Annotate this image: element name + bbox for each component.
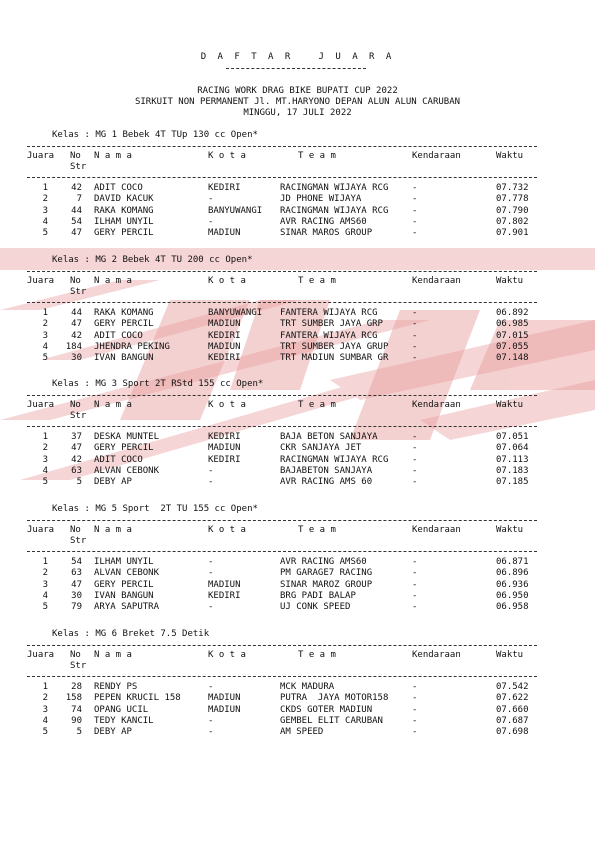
row-vehicle: -	[412, 454, 418, 465]
row-start-number: 7	[76, 194, 82, 205]
row-time: 06.950	[496, 590, 529, 601]
row-rider-name: GERY PERCIL	[94, 443, 154, 454]
row-city: -	[208, 477, 214, 488]
col-header-str: Str	[70, 162, 87, 172]
row-rider-name: ADIT COCO	[94, 454, 143, 465]
row-start-number: 47	[71, 579, 82, 590]
col-header-kota: K o t a	[208, 650, 246, 660]
col-header-nama: N a m a	[94, 525, 132, 535]
row-time: 07.113	[496, 454, 529, 465]
row-vehicle: -	[412, 228, 418, 239]
col-header-kendaraan: Kendaraan	[412, 650, 461, 660]
row-rider-name: GERY PERCIL	[94, 319, 154, 330]
row-city: MADIUN	[208, 443, 241, 454]
row-city: KEDIRI	[208, 330, 241, 341]
row-rank: 1	[42, 557, 48, 567]
row-start-number: 63	[71, 568, 82, 579]
row-team: MCK MADURA	[280, 682, 335, 692]
row-team: FANTERA WIJAYA RCG	[280, 330, 378, 341]
row-time: 06.958	[496, 602, 529, 613]
row-vehicle: -	[412, 216, 418, 227]
col-header-waktu: Waktu	[496, 650, 524, 660]
row-vehicle: -	[412, 341, 418, 352]
row-city: -	[208, 216, 214, 227]
row-rank: 2	[42, 693, 48, 704]
row-time: 07.698	[496, 727, 529, 738]
row-time: 07.778	[496, 194, 529, 205]
row-vehicle: -	[412, 693, 418, 704]
row-city: MADIUN	[208, 704, 241, 715]
row-vehicle: -	[412, 443, 418, 454]
row-vehicle: -	[412, 319, 418, 330]
row-rank: 4	[42, 216, 48, 227]
row-team: FANTERA WIJAYA RCG	[280, 308, 378, 318]
row-time: 07.051	[496, 432, 529, 442]
event-date: MINGGU, 17 JULI 2022	[243, 108, 352, 118]
row-rider-name: DEBY AP	[94, 727, 132, 738]
row-vehicle: -	[412, 308, 418, 318]
col-header-nama: N a m a	[94, 400, 132, 410]
event-name: RACING WORK DRAG BIKE BUPATI CUP 2022	[197, 86, 398, 96]
row-vehicle: -	[412, 727, 418, 738]
row-vehicle: -	[412, 465, 418, 476]
row-start-number: 42	[71, 454, 82, 465]
col-header-no: No	[70, 151, 81, 161]
row-city: MADIUN	[208, 693, 241, 704]
row-team: AVR RACING AMS 60	[280, 477, 373, 488]
row-team: TRT MADIUN SUMBAR GR	[280, 353, 389, 364]
header-divider-bottom	[27, 676, 537, 677]
row-vehicle: -	[412, 194, 418, 205]
row-vehicle: -	[412, 432, 418, 442]
row-rider-name: ILHAM UNYIL	[94, 557, 154, 567]
row-city: MADIUN	[208, 341, 241, 352]
row-start-number: 79	[71, 602, 82, 613]
row-time: 07.064	[496, 443, 529, 454]
row-rider-name: RAKA KOMANG	[94, 205, 154, 216]
header-divider-bottom	[27, 177, 537, 178]
row-vehicle: -	[412, 330, 418, 341]
row-start-number: 44	[71, 205, 82, 216]
row-rank: 5	[42, 477, 48, 488]
row-rider-name: GERY PERCIL	[94, 228, 154, 239]
col-header-str: Str	[70, 536, 87, 546]
row-team: RACINGMAN WIJAYA RCG	[280, 183, 389, 193]
class-title: Kelas : MG 6 Breket 7.5 Detik	[52, 629, 210, 639]
row-vehicle: -	[412, 205, 418, 216]
row-rank: 3	[42, 579, 48, 590]
row-time: 06.936	[496, 579, 529, 590]
row-time: 07.148	[496, 353, 529, 364]
header-divider-bottom	[27, 302, 537, 303]
row-time: 07.660	[496, 704, 529, 715]
row-rider-name: ILHAM UNYIL	[94, 216, 154, 227]
row-rider-name: ADIT COCO	[94, 183, 143, 193]
title-underline	[226, 68, 366, 69]
row-rider-name: RENDY PS	[94, 682, 138, 692]
row-rider-name: DESKA MUNTEL	[94, 432, 160, 442]
row-start-number: 30	[71, 353, 82, 364]
row-time: 06.985	[496, 319, 529, 330]
row-rider-name: OPANG UCIL	[94, 704, 149, 715]
col-header-kota: K o t a	[208, 151, 246, 161]
row-rank: 1	[42, 432, 48, 442]
row-time: 07.183	[496, 465, 529, 476]
row-rider-name: DAVID KACUK	[94, 194, 154, 205]
col-header-str: Str	[70, 411, 87, 421]
row-time: 07.901	[496, 228, 529, 239]
row-time: 07.622	[496, 693, 529, 704]
header-divider-top	[27, 520, 537, 521]
col-header-str: Str	[70, 287, 87, 297]
row-rider-name: RAKA KOMANG	[94, 308, 154, 318]
row-rank: 5	[42, 727, 48, 738]
row-vehicle: -	[412, 715, 418, 726]
row-start-number: 44	[71, 308, 82, 318]
row-start-number: 5	[76, 477, 82, 488]
row-time: 07.790	[496, 205, 529, 216]
col-header-kota: K o t a	[208, 400, 246, 410]
row-rank: 2	[42, 568, 48, 579]
row-rank: 1	[42, 183, 48, 193]
row-team: PM GARAGE7 RACING	[280, 568, 373, 579]
row-start-number: 90	[71, 715, 82, 726]
row-city: KEDIRI	[208, 590, 241, 601]
row-time: 07.015	[496, 330, 529, 341]
col-header-kendaraan: Kendaraan	[412, 276, 461, 286]
row-time: 07.687	[496, 715, 529, 726]
row-team: AVR RACING AMS60	[280, 557, 367, 567]
row-team: PUTRA JAYA MOTOR158	[280, 693, 389, 704]
row-city: -	[208, 194, 214, 205]
row-vehicle: -	[412, 704, 418, 715]
row-city: KEDIRI	[208, 454, 241, 465]
row-team: SINAR MAROS GROUP	[280, 228, 373, 239]
row-vehicle: -	[412, 579, 418, 590]
col-header-no: No	[70, 400, 81, 410]
col-header-team: T e a m	[298, 650, 336, 660]
row-team: TRT SUMBER JAYA GRP	[280, 319, 383, 330]
col-header-kota: K o t a	[208, 525, 246, 535]
row-time: 07.732	[496, 183, 529, 193]
row-team: BAJA BETON SANJAYA	[280, 432, 378, 442]
row-team: AVR RACING AMS60	[280, 216, 367, 227]
row-rank: 4	[42, 590, 48, 601]
col-header-juara: Juara	[27, 525, 55, 535]
col-header-kota: K o t a	[208, 276, 246, 286]
row-time: 06.871	[496, 557, 529, 567]
row-start-number: 74	[71, 704, 82, 715]
row-rank: 3	[42, 330, 48, 341]
row-vehicle: -	[412, 590, 418, 601]
row-rank: 5	[42, 353, 48, 364]
col-header-team: T e a m	[298, 525, 336, 535]
row-start-number: 37	[71, 432, 82, 442]
row-team: JD PHONE WIJAYA	[280, 194, 362, 205]
col-header-waktu: Waktu	[496, 400, 524, 410]
row-rank: 1	[42, 308, 48, 318]
row-time: 06.896	[496, 568, 529, 579]
row-city: -	[208, 727, 214, 738]
row-city: BANYUWANGI	[208, 205, 263, 216]
row-team: BRG PADI BALAP	[280, 590, 356, 601]
col-header-str: Str	[70, 661, 87, 671]
row-city: -	[208, 682, 214, 692]
col-header-nama: N a m a	[94, 276, 132, 286]
header-divider-top	[27, 645, 537, 646]
row-rank: 1	[42, 682, 48, 692]
col-header-team: T e a m	[298, 400, 336, 410]
row-city: MADIUN	[208, 319, 241, 330]
row-start-number: 54	[71, 557, 82, 567]
row-rider-name: IVAN BANGUN	[94, 590, 154, 601]
col-header-nama: N a m a	[94, 151, 132, 161]
row-rank: 5	[42, 602, 48, 613]
class-title: Kelas : MG 5 Sport 2T TU 155 cc Open*	[52, 504, 258, 514]
col-header-team: T e a m	[298, 151, 336, 161]
row-city: -	[208, 715, 214, 726]
header-divider-top	[27, 146, 537, 147]
col-header-no: No	[70, 650, 81, 660]
row-time: 06.892	[496, 308, 529, 318]
col-header-kendaraan: Kendaraan	[412, 151, 461, 161]
row-vehicle: -	[412, 477, 418, 488]
row-city: BANYUWANGI	[208, 308, 263, 318]
col-header-no: No	[70, 525, 81, 535]
row-start-number: 47	[71, 319, 82, 330]
col-header-kendaraan: Kendaraan	[412, 400, 461, 410]
row-start-number: 42	[71, 330, 82, 341]
row-team: AM SPEED	[280, 727, 324, 738]
row-time: 07.185	[496, 477, 529, 488]
row-city: KEDIRI	[208, 183, 241, 193]
row-start-number: 54	[71, 216, 82, 227]
col-header-juara: Juara	[27, 400, 55, 410]
row-rider-name: ALVAN CEBONK	[94, 465, 160, 476]
row-time: 07.055	[496, 341, 529, 352]
row-team: RACINGMAN WIJAYA RCG	[280, 454, 389, 465]
row-rank: 2	[42, 194, 48, 205]
row-team: BAJABETON SANJAYA	[280, 465, 373, 476]
header-divider-bottom	[27, 551, 537, 552]
row-start-number: 63	[71, 465, 82, 476]
col-header-juara: Juara	[27, 276, 55, 286]
row-rider-name: ARYA SAPUTRA	[94, 602, 160, 613]
row-vehicle: -	[412, 682, 418, 692]
row-team: SINAR MAROZ GROUP	[280, 579, 373, 590]
row-start-number: 28	[71, 682, 82, 692]
row-city: -	[208, 465, 214, 476]
row-start-number: 47	[71, 443, 82, 454]
col-header-waktu: Waktu	[496, 525, 524, 535]
row-vehicle: -	[412, 183, 418, 193]
header-divider-bottom	[27, 426, 537, 427]
header-divider-top	[27, 271, 537, 272]
row-rider-name: GERY PERCIL	[94, 579, 154, 590]
row-vehicle: -	[412, 557, 418, 567]
row-city: KEDIRI	[208, 432, 241, 442]
row-rank: 3	[42, 454, 48, 465]
document-title: D A F T A R J U A R A	[200, 52, 395, 62]
row-rider-name: ADIT COCO	[94, 330, 143, 341]
col-header-juara: Juara	[27, 151, 55, 161]
row-rider-name: PEPEN KRUCIL 158	[94, 693, 181, 704]
row-rank: 4	[42, 715, 48, 726]
row-time: 07.802	[496, 216, 529, 227]
row-vehicle: -	[412, 602, 418, 613]
class-title: Kelas : MG 3 Sport 2T RStd 155 cc Open*	[52, 379, 264, 389]
row-rider-name: ALVAN CEBONK	[94, 568, 160, 579]
row-start-number: 47	[71, 228, 82, 239]
row-start-number: 42	[71, 183, 82, 193]
row-rider-name: IVAN BANGUN	[94, 353, 154, 364]
row-team: UJ CONK SPEED	[280, 602, 351, 613]
row-city: -	[208, 557, 214, 567]
row-city: MADIUN	[208, 228, 241, 239]
row-time: 07.542	[496, 682, 529, 692]
col-header-nama: N a m a	[94, 650, 132, 660]
row-team: CKR SANJAYA JET	[280, 443, 362, 454]
row-rider-name: DEBY AP	[94, 477, 132, 488]
row-rank: 2	[42, 443, 48, 454]
row-rank: 2	[42, 319, 48, 330]
row-rider-name: TEDY KANCIL	[94, 715, 154, 726]
col-header-no: No	[70, 276, 81, 286]
row-team: GEMBEL ELIT CARUBAN	[280, 715, 383, 726]
row-rank: 4	[42, 341, 48, 352]
col-header-waktu: Waktu	[496, 276, 524, 286]
row-city: -	[208, 602, 214, 613]
row-rank: 4	[42, 465, 48, 476]
row-team: TRT SUMBER JAYA GRUP	[280, 341, 389, 352]
event-venue: SIRKUIT NON PERMANENT Jl. MT.HARYONO DEPAN ALUN ALUN CARUBAN	[134, 97, 461, 107]
row-team: RACINGMAN WIJAYA RCG	[280, 205, 389, 216]
col-header-kendaraan: Kendaraan	[412, 525, 461, 535]
row-vehicle: -	[412, 353, 418, 364]
row-start-number: 184	[65, 341, 82, 352]
col-header-juara: Juara	[27, 650, 55, 660]
row-vehicle: -	[412, 568, 418, 579]
row-start-number: 5	[76, 727, 82, 738]
class-title: Kelas : MG 1 Bebek 4T TUp 130 cc Open*	[52, 130, 258, 140]
col-header-team: T e a m	[298, 276, 336, 286]
header-divider-top	[27, 395, 537, 396]
row-city: -	[208, 568, 214, 579]
col-header-waktu: Waktu	[496, 151, 524, 161]
row-start-number: 30	[71, 590, 82, 601]
class-title: Kelas : MG 2 Bebek 4T TU 200 cc Open*	[52, 255, 253, 265]
row-rank: 3	[42, 704, 48, 715]
row-city: MADIUN	[208, 579, 241, 590]
row-rank: 5	[42, 228, 48, 239]
row-rider-name: JHENDRA PEKING	[94, 341, 170, 352]
row-rank: 3	[42, 205, 48, 216]
row-team: CKDS GOTER MADIUN	[280, 704, 373, 715]
row-city: KEDIRI	[208, 353, 241, 364]
row-start-number: 158	[65, 693, 82, 704]
